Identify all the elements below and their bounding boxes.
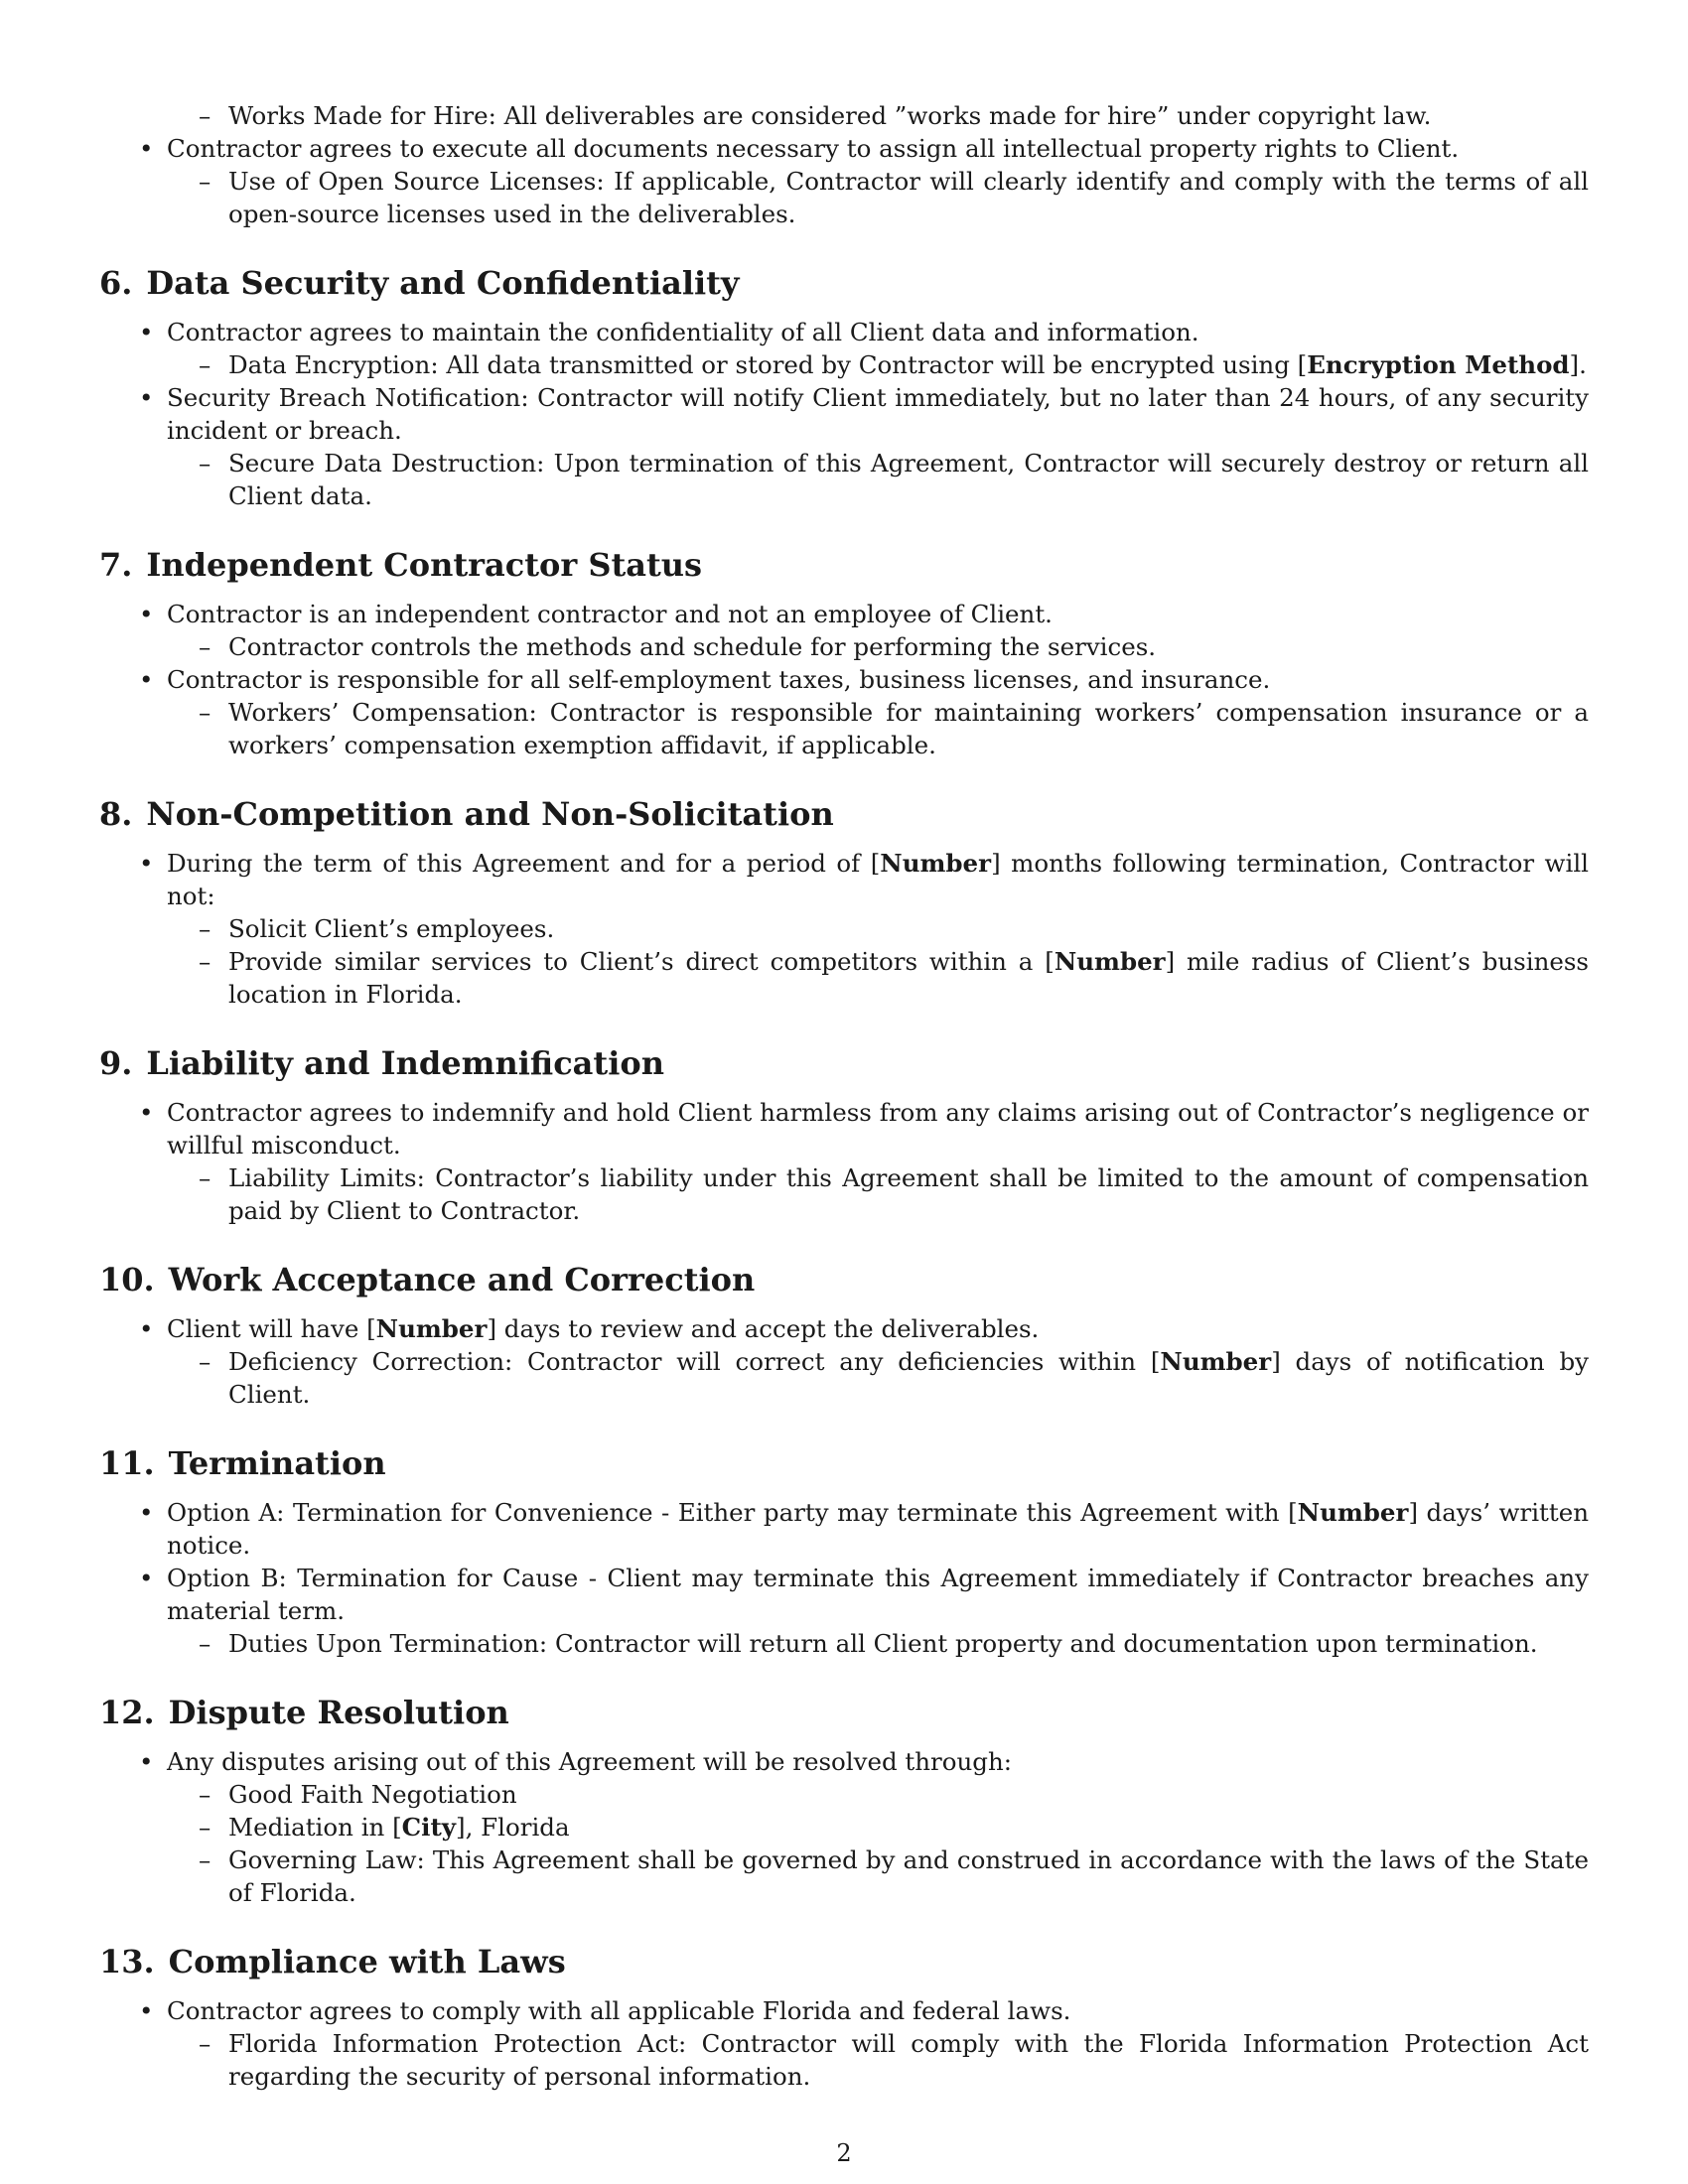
bullet-marker: • [139,1498,154,1527]
text-run: ] days’ written notice. [167,1498,1589,1560]
placeholder-bold: Encryption Method [1307,350,1570,379]
section-list [99,1745,1589,1778]
section-heading [99,796,1589,832]
text-run: ] days to review and accept the deliverables. [487,1314,1040,1343]
item-text: Contractor agrees to execute all documents necessary to assign all intellectual property rights to Client. [167,134,1460,163]
section-title: Liability and Indemnification [146,1044,664,1082]
section-title: Compliance with Laws [168,1943,566,1980]
subitem-text: Florida Information Protection Act: Contractor will comply with the Florida Information Protection Act regarding the security of personal information. [228,2029,1589,2091]
section-list [99,598,1589,630]
section-list [99,1496,1589,1627]
subitem-text: Good Faith Negotiation [228,1780,517,1809]
section-sublist [99,1778,1589,1909]
dash-marker: – [199,632,211,661]
subitem-text: Contractor controls the methods and schedule for performing the services. [228,632,1157,661]
section-list [99,1312,1589,1345]
continuation-list [99,132,1589,165]
bullet-marker: • [139,1314,154,1343]
item-text: Any disputes arising out of this Agreement will be resolved through: [167,1747,1012,1776]
bullet-marker: • [139,849,154,878]
placeholder-bold: Number [375,1314,488,1343]
document-body [99,99,1589,2093]
section-list [99,316,1589,348]
section-list [99,847,1589,912]
item-text [167,1312,1589,1345]
text-run: ] mile radius of Client’s business location in Florida. [228,947,1590,1009]
section-sublist [99,1161,1589,1227]
placeholder-bold: Number [1297,1498,1409,1527]
placeholder-bold: Number [1160,1347,1272,1376]
dash-marker: – [199,350,211,379]
dash-marker: – [199,2029,211,2058]
dash-marker: – [199,101,211,130]
list-item [99,1096,1589,1161]
placeholder-bold: Number [880,849,992,878]
bullet-marker: • [139,665,154,694]
section-number: 12. [99,1694,155,1731]
list-subitem [99,165,1589,230]
item-text: Contractor is responsible for all self-employment taxes, business licenses, and insurance. [167,665,1271,694]
section-title: Independent Contractor Status [146,546,703,584]
list-subitem [99,1811,1589,1843]
bullet-marker: • [139,1098,154,1127]
text-run: ] months following termination, Contractor will not: [167,849,1589,910]
section-number: 8. [99,795,133,833]
text-run: Client will have [ [167,1314,376,1343]
subitem-text: Solicit Client’s employees. [228,914,555,943]
subitem-text: Workers’ Compensation: Contractor is responsible for maintaining workers’ compensation insurance or a workers’ compensation exemption affidavit, if applicable. [228,698,1589,759]
section-title: Data Security and Confidentiality [146,264,740,302]
section-heading [99,1445,1589,1481]
subitem-text: Works Made for Hire: All deliverables are considered ”works made for hire” under copyright law. [228,101,1432,130]
bullet-marker: • [139,318,154,346]
section-title: Termination [168,1444,386,1482]
list-subitem [99,2027,1589,2093]
list-item [99,381,1589,447]
section-title: Non-Competition and Non-Solicitation [146,795,834,833]
section-sublist [99,2027,1589,2093]
list-item [99,1562,1589,1627]
bullet-marker: • [139,1564,154,1592]
dash-marker: – [199,449,211,478]
item-text [167,1496,1589,1562]
dash-marker: – [199,167,211,196]
section-number: 11. [99,1444,155,1482]
list-item [99,1496,1589,1562]
bullet-marker: • [139,1747,154,1776]
bullet-marker: • [139,383,154,412]
section-sublist [99,696,1589,761]
continuation-sublist [99,165,1589,230]
section-sublist [99,630,1589,663]
section-list [99,1096,1589,1161]
continuation-sublist [99,99,1589,132]
section-number: 6. [99,264,133,302]
section-8 [99,796,1589,1011]
section-13 [99,1944,1589,2093]
list-subitem [99,696,1589,761]
item-text: Contractor agrees to maintain the confidentiality of all Client data and information. [167,318,1199,346]
list-subitem [99,1778,1589,1811]
section-7 [99,547,1589,761]
placeholder-bold: Number [1054,947,1166,976]
text-run: ] days of notification by Client. [228,1347,1589,1409]
list-item [99,847,1589,912]
list-item [99,1312,1589,1345]
list-subitem [99,1161,1589,1227]
section-sublist [99,912,1589,1011]
section-heading [99,547,1589,583]
section-heading [99,1262,1589,1297]
list-subitem [99,1627,1589,1660]
subitem-text [228,1345,1589,1411]
section-9 [99,1045,1589,1227]
list-subitem [99,630,1589,663]
item-text [167,847,1589,912]
list-subitem [99,945,1589,1011]
section-number: 9. [99,1044,133,1082]
section-sublist [99,348,1589,381]
list-item [99,132,1589,165]
text-run: Provide similar services to Client’s direct competitors within a [ [228,947,1055,976]
section-heading [99,1695,1589,1730]
text-run: Deficiency Correction: Contractor will correct any deficiencies within [ [228,1347,1161,1376]
subitem-text: Duties Upon Termination: Contractor will return all Client property and documentation upon termination. [228,1629,1538,1658]
text-run: During the term of this Agreement and for a period of [ [167,849,881,878]
bullet-marker: • [139,134,154,163]
section-heading [99,265,1589,301]
text-run: Option A: Termination for Convenience - Either party may terminate this Agreement with [ [167,1498,1298,1527]
section-number: 10. [99,1261,155,1298]
list-item [99,1994,1589,2027]
section-list [99,663,1589,696]
section-list [99,381,1589,447]
bullet-marker: • [139,600,154,628]
item-text: Contractor agrees to indemnify and hold Client harmless from any claims arising out of Contractor’s negligence or willful misconduct. [167,1098,1589,1160]
list-subitem [99,1843,1589,1909]
subitem-text: Use of Open Source Licenses: If applicable, Contractor will clearly identify and comply with the terms of all open-source licenses used in the deliverables. [228,167,1589,228]
dash-marker: – [199,947,211,976]
section-sublist [99,447,1589,512]
dash-marker: – [199,1629,211,1658]
section-10 [99,1262,1589,1411]
text-run: ], Florida [456,1813,570,1842]
dash-marker: – [199,1163,211,1192]
list-subitem [99,348,1589,381]
subitem-text [228,348,1589,381]
section-number: 7. [99,546,133,584]
text-run: ]. [1569,350,1587,379]
dash-marker: – [199,1347,211,1376]
section-6 [99,265,1589,512]
text-run: Data Encryption: All data transmitted or stored by Contractor will be encrypted using [ [228,350,1308,379]
section-heading [99,1944,1589,1979]
bullet-marker: • [139,1996,154,2025]
dash-marker: – [199,914,211,943]
item-text: Security Breach Notification: Contractor will notify Client immediately, but no later than 24 hours, of any security incident or breach. [167,383,1589,445]
section-list [99,1994,1589,2027]
list-subitem [99,447,1589,512]
dash-marker: – [199,1780,211,1809]
list-item [99,663,1589,696]
section-12 [99,1695,1589,1909]
section-title: Dispute Resolution [168,1694,509,1731]
list-subitem [99,912,1589,945]
subitem-text [228,1811,1589,1843]
item-text: Contractor agrees to comply with all applicable Florida and federal laws. [167,1996,1071,2025]
subitem-text: Liability Limits: Contractor’s liability under this Agreement shall be limited to the amount of compensation paid by Client to Contractor. [228,1163,1589,1225]
dash-marker: – [199,1845,211,1874]
list-item [99,316,1589,348]
dash-marker: – [199,1813,211,1842]
section-11 [99,1445,1589,1660]
section-sublist [99,1345,1589,1411]
placeholder-bold: City [401,1813,457,1842]
item-text: Contractor is an independent contractor and not an employee of Client. [167,600,1053,628]
dash-marker: – [199,698,211,727]
section-title: Work Acceptance and Correction [168,1261,756,1298]
subitem-text: Governing Law: This Agreement shall be governed by and construed in accordance with the laws of the State of Florida. [228,1845,1589,1907]
section-heading [99,1045,1589,1081]
page-number: 2 [836,2139,852,2167]
subitem-text: Secure Data Destruction: Upon termination of this Agreement, Contractor will securely destroy or return all Client data. [228,449,1589,510]
list-subitem [99,99,1589,132]
list-item [99,1745,1589,1778]
list-subitem [99,1345,1589,1411]
list-item [99,598,1589,630]
section-number: 13. [99,1943,155,1980]
section-sublist [99,1627,1589,1660]
subitem-text [228,945,1589,1011]
text-run: Mediation in [ [228,1813,402,1842]
item-text: Option B: Termination for Cause - Client may terminate this Agreement immediately if Contractor breaches any material term. [167,1564,1589,1625]
